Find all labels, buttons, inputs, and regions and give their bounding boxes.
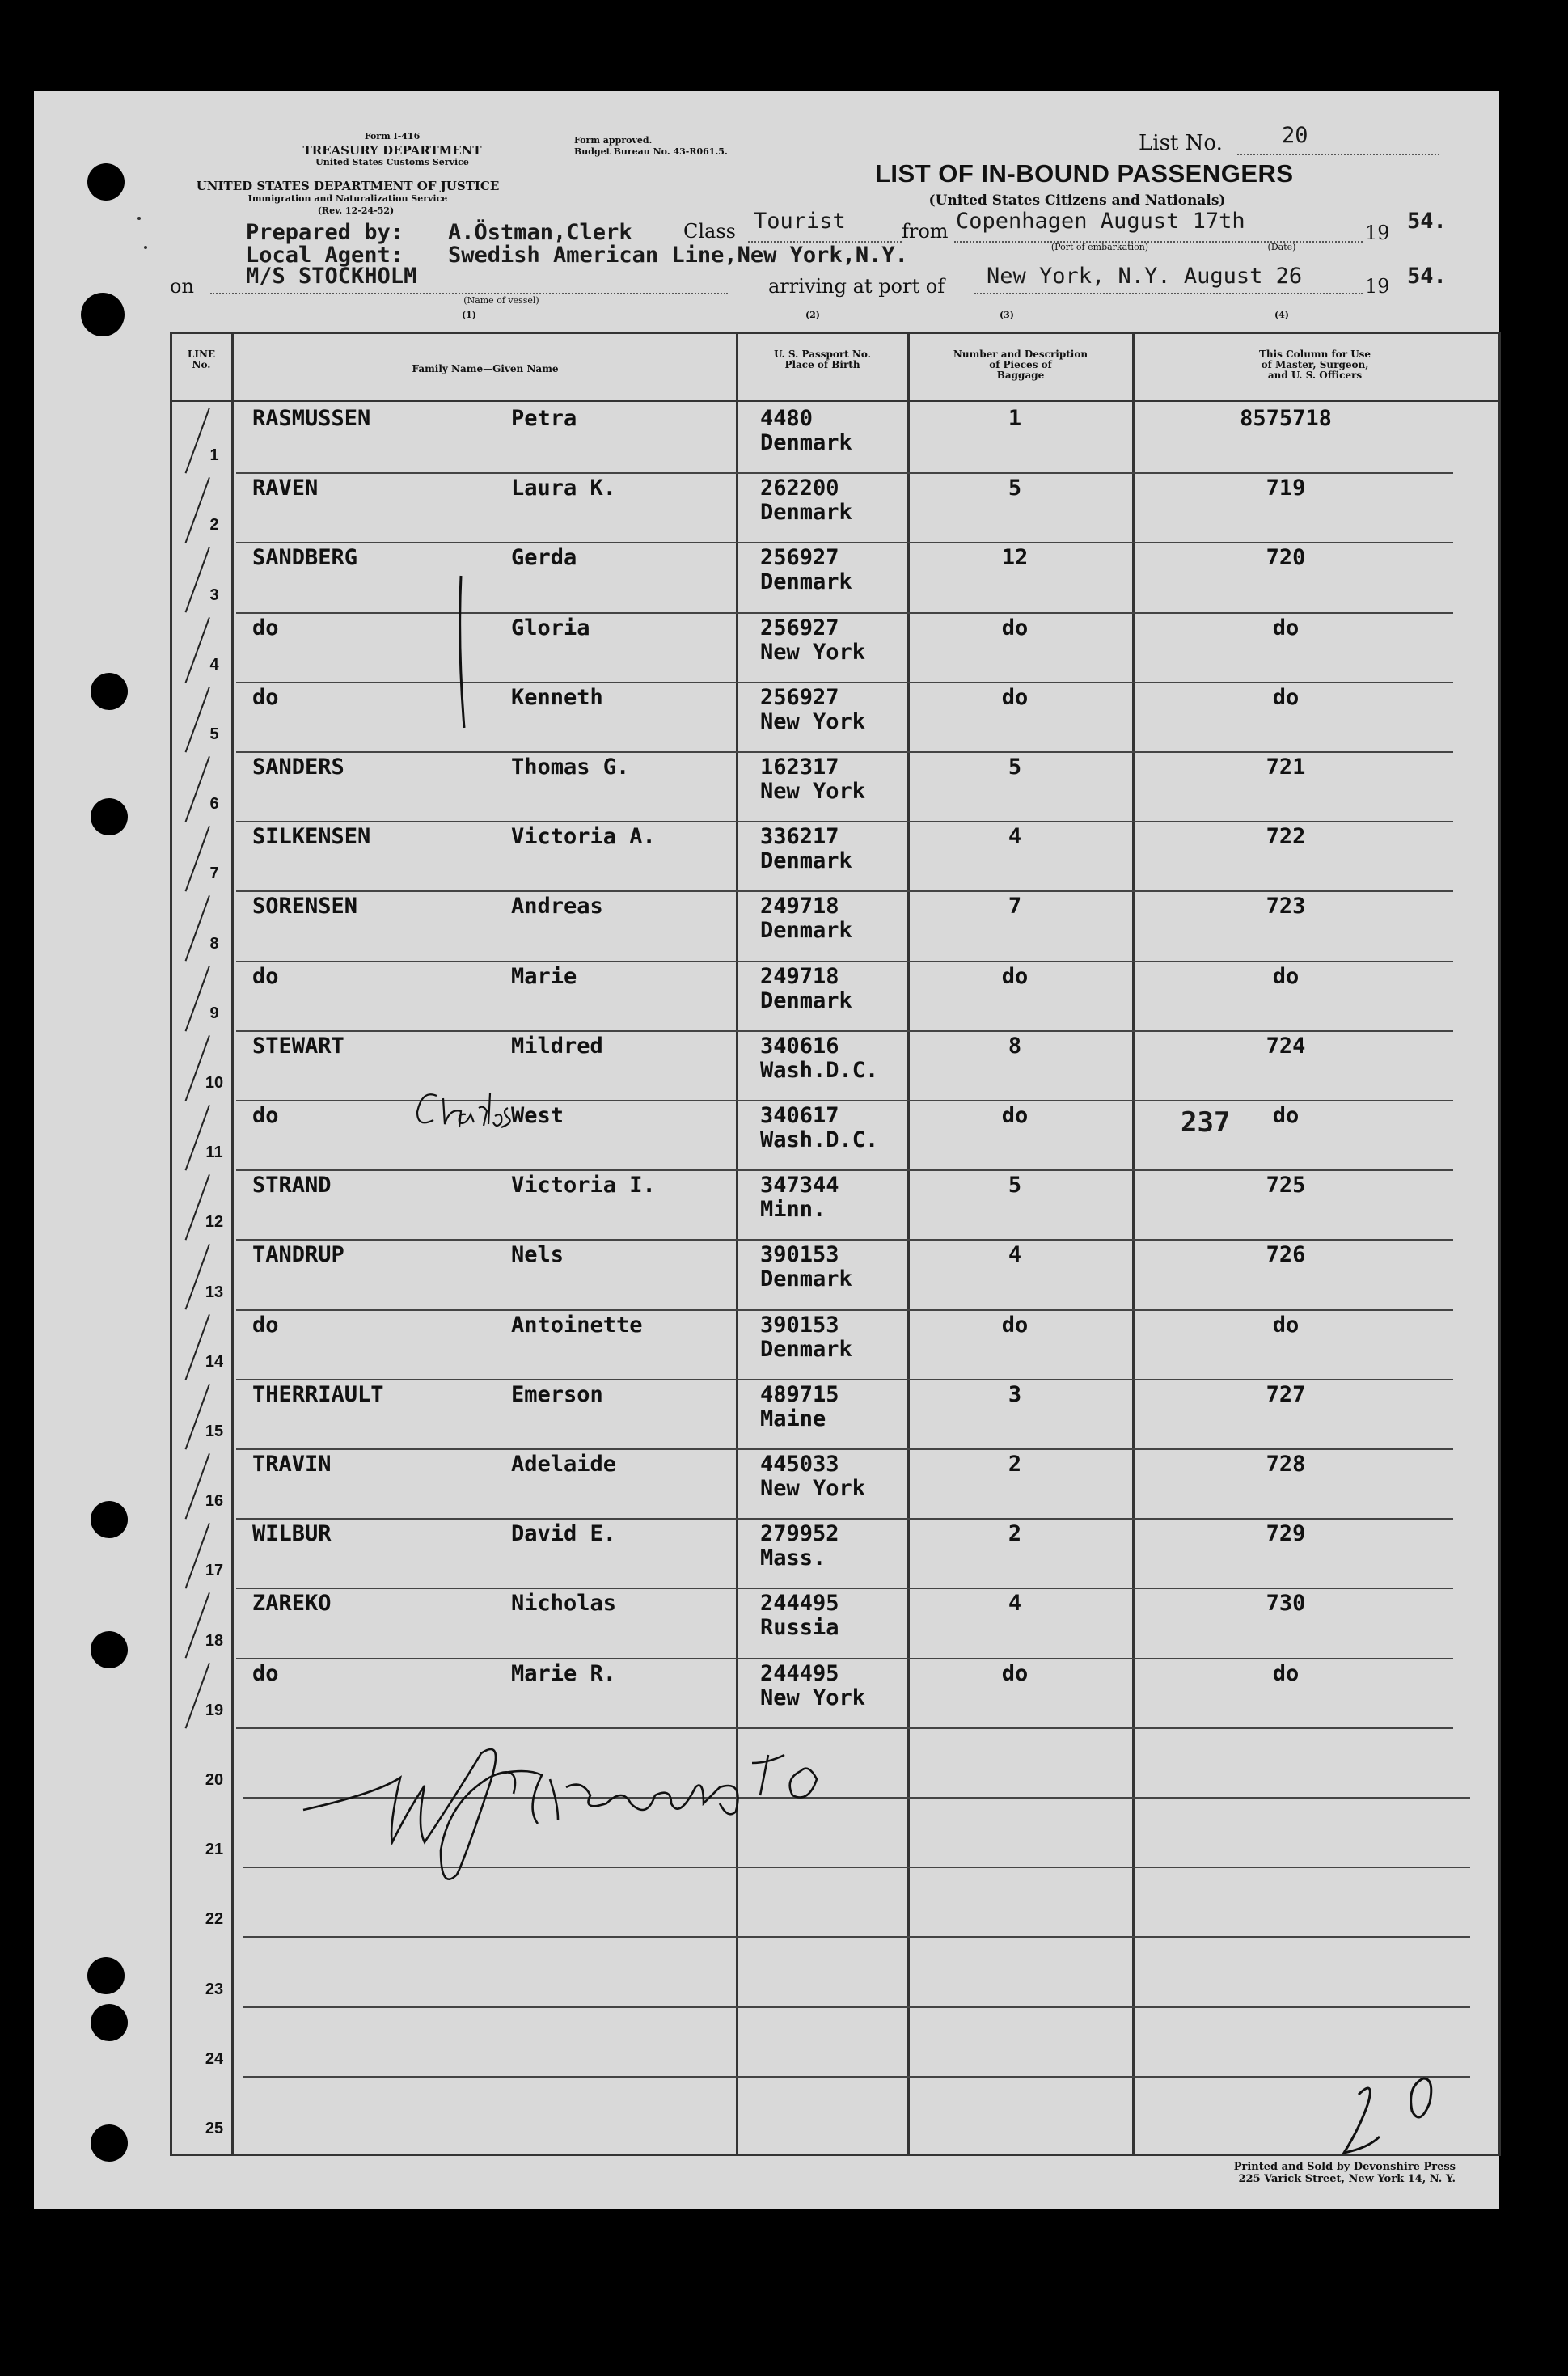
place-of-birth: New York (760, 709, 866, 734)
line-number: 14 (205, 1353, 224, 1371)
family-name: SILKENSEN (252, 824, 371, 849)
handwritten-charles (417, 1093, 510, 1127)
given-name: Laura K. (511, 476, 617, 501)
family-name: SORENSEN (252, 894, 358, 919)
given-name: Gloria (511, 615, 590, 641)
local-agent: Swedish American Line,New York,N.Y. (448, 243, 908, 268)
given-name: Emerson (511, 1382, 603, 1407)
family-name: do (252, 1103, 279, 1128)
line-number: 24 (205, 2050, 224, 2068)
given-name: Victoria I. (511, 1173, 656, 1198)
place-of-birth: New York (760, 1476, 866, 1501)
col-mark-2: (2) (805, 310, 821, 320)
given-name: Kenneth (511, 685, 603, 710)
col-mark-3: (3) (999, 310, 1015, 320)
given-name: Antoinette (511, 1313, 643, 1338)
baggage-count: 4 (1008, 1242, 1022, 1267)
officer-use: 729 (1266, 1521, 1306, 1546)
baggage-count: 5 (1008, 1173, 1022, 1198)
line-number: 7 (209, 865, 219, 882)
header-baggage: Number and Description of Pieces of Baggage (953, 349, 1088, 381)
given-name: Marie (511, 964, 577, 989)
line-number: 23 (205, 1981, 224, 1998)
officer-use: do (1272, 964, 1300, 989)
line-number: 13 (205, 1283, 224, 1301)
family-name: RASMUSSEN (252, 406, 371, 431)
class-value: Tourist (754, 209, 846, 234)
officer-use: 720 (1266, 545, 1306, 570)
year-2: 54. (1407, 264, 1447, 289)
officer-use: 724 (1266, 1034, 1306, 1059)
officer-use: 730 (1266, 1591, 1306, 1616)
justice-dept: UNITED STATES DEPARTMENT OF JUSTICE (196, 179, 500, 193)
given-name: Marie R. (511, 1661, 617, 1686)
place-of-birth: Denmark (760, 500, 852, 525)
place-of-birth: New York (760, 640, 866, 665)
officer-use: 722 (1266, 824, 1306, 849)
baggage-count: 2 (1008, 1452, 1022, 1477)
class-label: Class (683, 220, 736, 243)
family-name: do (252, 1661, 279, 1686)
passport-number: 244495 (760, 1591, 839, 1616)
baggage-count: 4 (1008, 824, 1022, 849)
officer-use: do (1272, 1103, 1300, 1128)
list-no-label: List No. (1139, 131, 1223, 155)
passport-number: 390153 (760, 1242, 839, 1267)
page-subtitle: (United States Citizens and Nationals) (928, 192, 1226, 209)
prepared-by-label: Prepared by: (246, 220, 404, 245)
place-of-birth: Wash.D.C. (760, 1127, 879, 1152)
customs-service: United States Customs Service (315, 157, 469, 167)
baggage-count: 3 (1008, 1382, 1022, 1407)
passport-number: 445033 (760, 1452, 839, 1477)
officer-use: 8575718 (1240, 406, 1332, 431)
passport-number: 4480 (760, 406, 814, 431)
line-number: 22 (205, 1910, 224, 1928)
passport-number: 162317 (760, 755, 839, 780)
officer-use: 723 (1266, 894, 1306, 919)
given-name: Gerda (511, 545, 577, 570)
arriving-value: New York, N.Y. August 26 (987, 264, 1303, 289)
family-name: do (252, 1313, 279, 1338)
family-name: THERRIAULT (252, 1382, 384, 1407)
line-number: 9 (209, 1004, 219, 1022)
officer-use: do (1272, 685, 1300, 710)
from-label: from (902, 220, 949, 243)
officer-use: 725 (1266, 1173, 1306, 1198)
baggage-count: do (1001, 685, 1029, 710)
place-of-birth: Mass. (760, 1545, 826, 1571)
year-1: 54. (1407, 209, 1447, 234)
signature (303, 1749, 817, 1879)
line-number: 3 (209, 586, 219, 604)
family-name: TRAVIN (252, 1452, 332, 1477)
line-number: 18 (205, 1632, 224, 1650)
prepared-by: A.Östman,Clerk (448, 220, 632, 245)
officer-use: 719 (1266, 476, 1306, 501)
list-number: 20 (1282, 123, 1308, 148)
place-of-birth: Denmark (760, 988, 852, 1013)
passport-number: 244495 (760, 1661, 839, 1686)
place-of-birth: Denmark (760, 848, 852, 873)
family-name: WILBUR (252, 1521, 332, 1546)
line-number: 11 (205, 1144, 223, 1161)
from-value: Copenhagen August 17th (956, 209, 1245, 234)
passport-number: 347344 (760, 1173, 839, 1198)
officer-use: 726 (1266, 1242, 1306, 1267)
ins-service: Immigration and Naturalization Service (247, 193, 448, 204)
family-name: do (252, 964, 279, 989)
revision-date: (Rev. 12-24-52) (317, 205, 395, 216)
line-number: 5 (209, 725, 219, 743)
form-approved: Form approved. (574, 135, 653, 146)
officer-use: do (1272, 615, 1300, 641)
vessel-label: (Name of vessel) (463, 295, 539, 306)
passport-number: 262200 (760, 476, 839, 501)
place-of-birth: New York (760, 1685, 866, 1710)
given-name: West (511, 1103, 564, 1128)
place-of-birth: Russia (760, 1615, 839, 1640)
passport-number: 340617 (760, 1103, 839, 1128)
baggage-count: do (1001, 615, 1029, 641)
place-of-birth: Denmark (760, 430, 852, 455)
given-name: Victoria A. (511, 824, 656, 849)
stamp-237: 237 (1181, 1106, 1231, 1139)
treasury-dept: TREASURY DEPARTMENT (302, 143, 482, 158)
family-name: RAVEN (252, 476, 319, 501)
place-of-birth: Minn. (760, 1197, 826, 1222)
given-name: David E. (511, 1521, 617, 1546)
officer-use: do (1272, 1313, 1300, 1338)
passport-number: 279952 (760, 1521, 839, 1546)
given-name: Thomas G. (511, 755, 630, 780)
baggage-count: 4 (1008, 1591, 1022, 1616)
line-number: 6 (209, 795, 219, 813)
family-name: ZAREKO (252, 1591, 332, 1616)
line-number: 12 (205, 1213, 224, 1231)
header-passport: U. S. Passport No. Place of Birth (774, 349, 871, 370)
baggage-count: do (1001, 1313, 1029, 1338)
place-of-birth: Maine (760, 1406, 826, 1431)
passport-number: 489715 (760, 1382, 839, 1407)
year-prefix-2: 19 (1365, 275, 1390, 298)
given-name: Nicholas (511, 1591, 617, 1616)
passport-number: 249718 (760, 894, 839, 919)
passport-number: 336217 (760, 824, 839, 849)
given-name: Petra (511, 406, 577, 431)
baggage-count: 5 (1008, 476, 1022, 501)
budget-bureau: Budget Bureau No. 43-R061.5. (574, 146, 728, 157)
passport-number: 256927 (760, 685, 839, 710)
family-name: SANDERS (252, 755, 344, 780)
baggage-count: do (1001, 964, 1029, 989)
line-number: 17 (205, 1562, 224, 1579)
given-name: Mildred (511, 1034, 603, 1059)
printer-footer: Printed and Sold by Devonshire Press 225 Varick Street, New York 14, N. Y. (1233, 2161, 1456, 2185)
baggage-count: 5 (1008, 755, 1022, 780)
family-name: TANDRUP (252, 1242, 344, 1267)
passport-number: 256927 (760, 545, 839, 570)
page-title: LIST OF IN-BOUND PASSENGERS (875, 159, 1294, 188)
given-name: Adelaide (511, 1452, 617, 1477)
place-of-birth: Wash.D.C. (760, 1058, 879, 1083)
place-of-birth: Denmark (760, 1266, 852, 1292)
family-name: STEWART (252, 1034, 344, 1059)
baggage-count: 8 (1008, 1034, 1022, 1059)
form-number: Form I-416 (364, 131, 421, 142)
given-name: Andreas (511, 894, 603, 919)
baggage-count: 2 (1008, 1521, 1022, 1546)
officer-use: 728 (1266, 1452, 1306, 1477)
passport-number: 249718 (760, 964, 839, 989)
passport-number: 256927 (760, 615, 839, 641)
line-number: 10 (205, 1074, 224, 1092)
line-number: 4 (209, 656, 219, 674)
line-number: 16 (205, 1492, 224, 1510)
bracket-mark (460, 576, 464, 728)
year-prefix-1: 19 (1365, 222, 1390, 244)
officer-use: do (1272, 1661, 1300, 1686)
on-label: on (170, 275, 194, 298)
header-officers: This Column for Use of Master, Surgeon, and U. S. Officers (1258, 349, 1371, 381)
header-line-no: LINE No. (187, 349, 216, 370)
local-agent-label: Local Agent: (246, 243, 404, 268)
family-name: do (252, 685, 279, 710)
baggage-count: do (1001, 1661, 1029, 1686)
col-mark-4: (4) (1274, 310, 1290, 320)
date-label: (Date) (1267, 242, 1296, 252)
place-of-birth: Denmark (760, 1337, 852, 1362)
header-name: Family Name—Given Name (412, 363, 559, 374)
col-mark-1: (1) (461, 310, 477, 320)
line-number: 19 (205, 1702, 224, 1719)
family-name: do (252, 615, 279, 641)
line-number: 15 (205, 1423, 224, 1440)
line-number: 8 (209, 935, 219, 953)
line-number: 25 (205, 2120, 224, 2137)
vessel-name: M/S STOCKHOLM (246, 264, 417, 289)
officer-use: 727 (1266, 1382, 1306, 1407)
passport-number: 390153 (760, 1313, 839, 1338)
line-number: 20 (205, 1771, 224, 1789)
passport-number: 340616 (760, 1034, 839, 1059)
baggage-count: 1 (1008, 406, 1022, 431)
baggage-count: do (1001, 1103, 1029, 1128)
port-embarkation-label: (Port of embarkation) (1050, 242, 1149, 252)
family-name: SANDBERG (252, 545, 358, 570)
baggage-count: 7 (1008, 894, 1022, 919)
family-name: STRAND (252, 1173, 332, 1198)
place-of-birth: Denmark (760, 918, 852, 943)
line-number: 2 (209, 516, 219, 534)
line-number: 1 (209, 446, 219, 464)
place-of-birth: New York (760, 779, 866, 804)
arriving-label: arriving at port of (768, 275, 945, 298)
baggage-count: 12 (1001, 545, 1029, 570)
given-name: Nels (511, 1242, 564, 1267)
line-number: 21 (205, 1841, 224, 1858)
officer-use: 721 (1266, 755, 1306, 780)
place-of-birth: Denmark (760, 569, 852, 594)
corner-mark (1344, 2078, 1431, 2153)
